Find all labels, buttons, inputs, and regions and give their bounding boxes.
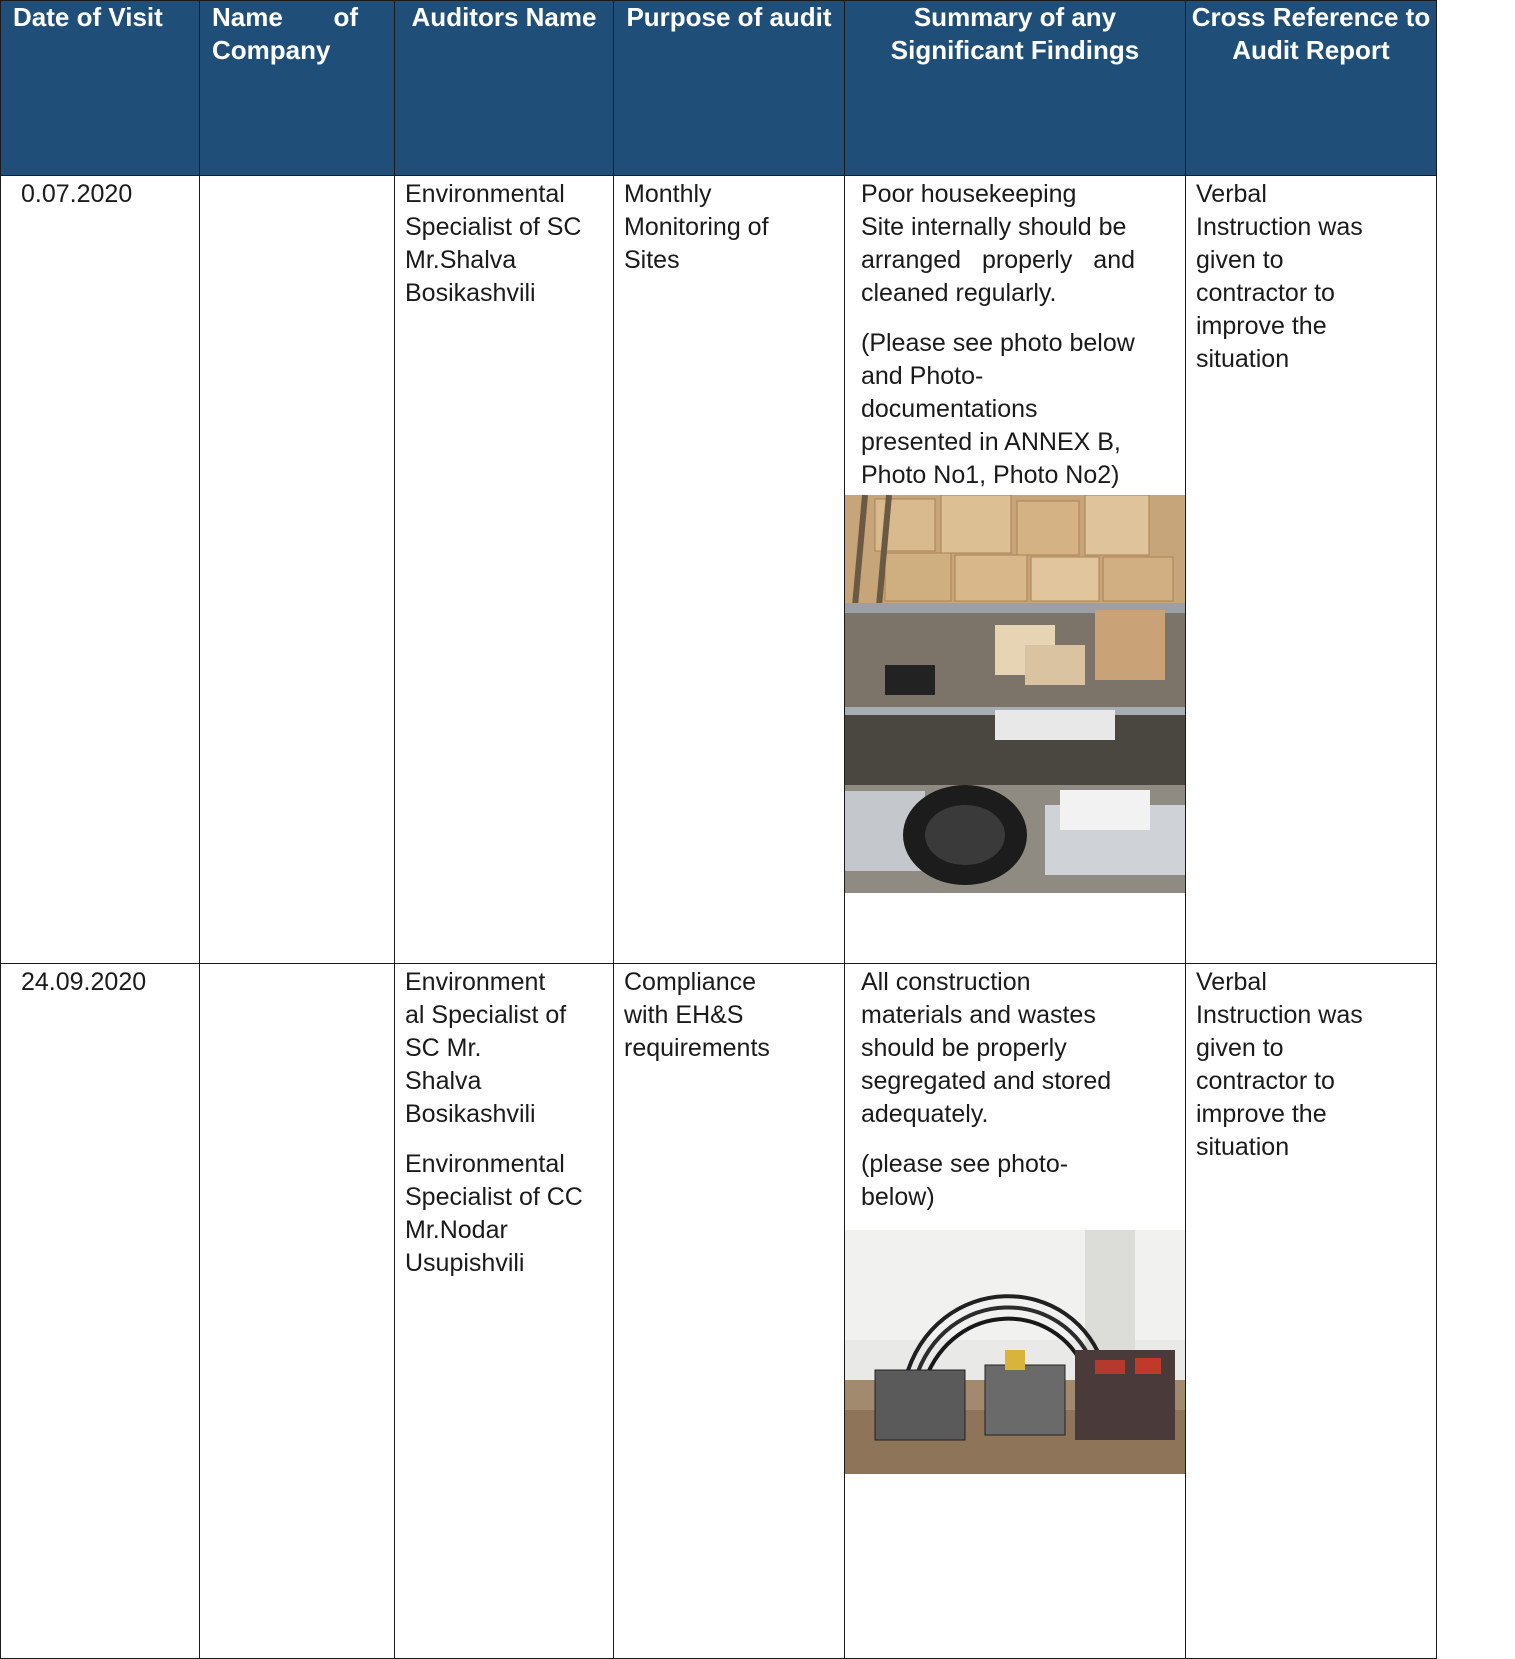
auditors-line: Mr.Shalva xyxy=(405,246,517,274)
note-line: and Photo- xyxy=(861,362,984,390)
findings-note xyxy=(861,1148,1171,1214)
company-name xyxy=(200,964,394,966)
audit-purpose xyxy=(614,964,844,1065)
company-name xyxy=(200,176,394,178)
audit-purpose xyxy=(614,176,844,277)
visit-date: 0.07.2020 xyxy=(21,180,133,208)
header-date: Date of Visit xyxy=(1,1,200,176)
cell-crossref xyxy=(1186,176,1437,964)
note-line: Photo No1, Photo No2) xyxy=(861,461,1120,489)
note-line: presented in ANNEX B, xyxy=(861,428,1121,456)
findings-line: arranged properly and xyxy=(861,246,1135,274)
auditors-line: al Specialist of xyxy=(405,1001,567,1029)
findings-text xyxy=(845,964,1185,1214)
visit-date: 24.09.2020 xyxy=(21,968,147,996)
cell-date xyxy=(1,964,200,1659)
auditors-line: Shalva xyxy=(405,1067,482,1095)
cell-crossref xyxy=(1186,964,1437,1659)
findings-line: All construction xyxy=(861,968,1031,996)
table-row xyxy=(1,176,1437,964)
cell-date xyxy=(1,176,200,964)
header-company-word3: Company xyxy=(212,35,331,65)
purpose-line: requirements xyxy=(624,1034,770,1062)
purpose-line: Sites xyxy=(624,246,680,274)
findings-line: cleaned regularly. xyxy=(861,279,1057,307)
crossref-line: Verbal xyxy=(1196,968,1267,996)
purpose-line: Monitoring of xyxy=(624,213,769,241)
cell-purpose xyxy=(614,964,845,1659)
findings-line: Poor housekeeping xyxy=(861,180,1077,208)
auditors-name xyxy=(395,964,613,1280)
auditors-line: Mr.Nodar xyxy=(405,1216,508,1244)
warehouse-shelves-photo xyxy=(845,495,1185,893)
cell-auditors xyxy=(395,176,614,964)
crossref-line: Verbal xyxy=(1196,180,1267,208)
auditors-name xyxy=(395,176,613,310)
header-crossref: Cross Reference to Audit Report xyxy=(1186,1,1437,176)
header-row xyxy=(1,1,1437,176)
header-company-word2: of xyxy=(333,2,358,32)
cell-findings xyxy=(845,964,1186,1659)
auditors-line: Specialist of CC xyxy=(405,1183,583,1211)
findings-line: segregated and stored xyxy=(861,1067,1112,1095)
crossref-line: Instruction was xyxy=(1196,213,1363,241)
auditors-line: SC Mr. xyxy=(405,1034,482,1062)
header-company-word1: Name xyxy=(212,2,283,32)
findings-line: should be properly xyxy=(861,1034,1067,1062)
crossref-line: Instruction was xyxy=(1196,1001,1363,1029)
auditors-line: Bosikashvili xyxy=(405,1100,536,1128)
crossref-line: contractor to xyxy=(1196,1067,1335,1095)
purpose-line: with EH&S xyxy=(624,1001,744,1029)
cell-company xyxy=(200,176,395,964)
findings-line: materials and wastes xyxy=(861,1001,1096,1029)
findings-line: adequately. xyxy=(861,1100,989,1128)
findings-line: Site internally should be xyxy=(861,213,1127,241)
auditors-line: Environment xyxy=(405,968,546,996)
note-line: below) xyxy=(861,1183,935,1211)
header-purpose: Purpose of audit xyxy=(614,1,845,176)
crossref-line: improve the xyxy=(1196,1100,1327,1128)
auditors-line: Bosikashvili xyxy=(405,279,536,307)
crossref-line: given to xyxy=(1196,246,1284,274)
cell-purpose xyxy=(614,176,845,964)
crossref-line: situation xyxy=(1196,345,1290,373)
auditors-line: Environmental xyxy=(405,180,565,208)
findings-note xyxy=(861,327,1171,492)
crossref-text xyxy=(1186,964,1436,1164)
cell-company xyxy=(200,964,395,1659)
crossref-line: given to xyxy=(1196,1034,1284,1062)
crossref-line: contractor to xyxy=(1196,279,1335,307)
auditors-line: Environmental xyxy=(405,1150,565,1178)
crossref-line: improve the xyxy=(1196,312,1327,340)
cell-auditors xyxy=(395,964,614,1659)
header-summary: Summary of any Significant Findings xyxy=(845,1,1186,176)
auditors-line: Specialist of SC xyxy=(405,213,582,241)
note-line: (Please see photo below xyxy=(861,329,1135,357)
note-line: documentations xyxy=(861,395,1038,423)
crossref-line: situation xyxy=(1196,1133,1290,1161)
purpose-line: Compliance xyxy=(624,968,757,996)
header-company xyxy=(200,1,395,176)
cell-findings xyxy=(845,176,1186,964)
auditors-line: Usupishvili xyxy=(405,1249,525,1277)
header-auditors: Auditors Name xyxy=(395,1,614,176)
crossref-text xyxy=(1186,176,1436,376)
findings-text xyxy=(845,176,1185,492)
cables-equipment-photo xyxy=(845,1230,1185,1474)
purpose-line: Monthly xyxy=(624,180,712,208)
table-row xyxy=(1,964,1437,1659)
auditors-second xyxy=(405,1148,603,1280)
note-line: (please see photo- xyxy=(861,1150,1069,1178)
